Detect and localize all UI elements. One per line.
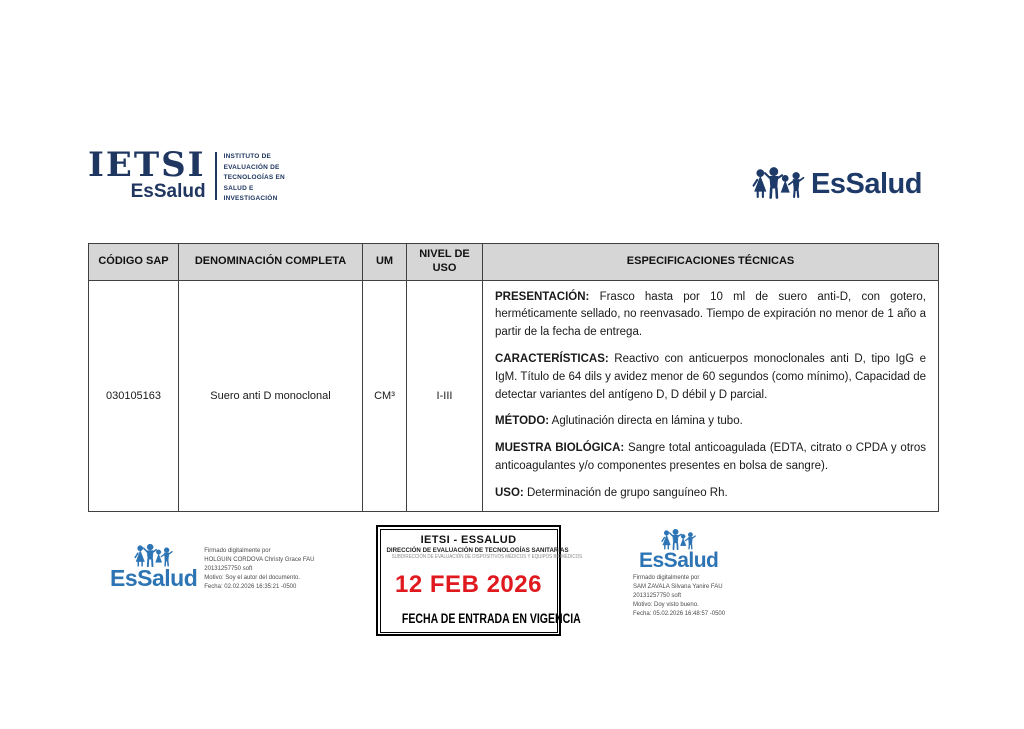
header-especificaciones-tecnicas: ESPECIFICACIONES TÉCNICAS [483,244,939,281]
essalud-family-icon [134,544,174,567]
ietsi-tagline-line: SALUD E [223,184,254,192]
header-nivel-de-uso: NIVEL DE USO [407,244,483,281]
spec-presentacion: PRESENTACIÓN: Frasco hasta por 10 ml de suero anti-D, con gotero, herméticamente sellado, no reenvasado. Tiempo de expiración no menor de 1 año a partir de la fecha de entrega. [495,290,926,339]
digital-signature-right [633,529,725,619]
signature-text [633,574,725,619]
signature-line: SAM ZAVALA Silvana Yanire FAU [633,584,723,590]
cell-especificaciones [483,280,939,511]
ietsi-tagline-line: INSTITUTO DE [223,153,271,160]
spec-uso: USO: Determinación de grupo sanguíneo Rh. [495,486,728,499]
digital-signature-left [110,544,315,592]
ietsi-acronym: IETSI [88,145,206,185]
ietsi-tagline-line: EVALUACIÓN DE [223,163,280,171]
essalud-family-icon [752,167,806,199]
stamp-direccion: DIRECCIÓN DE EVALUACIÓN DE TECNOLOGÍAS SANITARIAS [385,546,569,554]
ietsi-brand: EsSalud [130,181,206,203]
stamp-date: 12 FEB 2026 [395,570,542,598]
signature-line: Fecha: 02.02.2026 16:35:21 -0500 [204,584,297,590]
stamp-subdireccion: SUBDIRECCIÓN DE EVALUACIÓN DE DISPOSITIVOS MÉDICOS Y EQUIPOS BIOMÉDICOS [391,553,582,560]
essalud-brand: EsSalud [110,565,198,591]
spec-metodo: MÉTODO: Aglutinación directa en lámina y tubo. [495,415,743,428]
signature-line: HOLGUIN CORDOVA Christy Grace FAU [204,557,315,563]
signature-line: Firmado digitalmente por [204,548,271,554]
signature-line: Motivo: Soy el autor del documento. [204,575,300,581]
signature-line: 20131257750 soft [204,566,253,572]
spec-caracteristicas: CARACTERÍSTICAS: Reactivo con anticuerpos monoclonales anti D, tipo IgG e IgM. Título de 64 dils y avidez menor de 60 segundos (como mínimo), Capacidad de detectar variantes del antígeno D, D débil y D parcial. [495,352,926,401]
essalud-family-icon [661,529,697,550]
ietsi-tagline-line: TECNOLOGÍAS EN [223,174,285,182]
signature-line: Motivo: Doy visto bueno. [633,602,699,608]
validity-stamp-inner [380,529,582,633]
cell-um: CM³ [363,280,407,511]
cell-codigo-sap: 030105163 [89,280,179,511]
signature-line: Firmado digitalmente por [633,575,700,581]
ietsi-logo-wordmark [88,145,206,203]
signature-text [204,547,314,592]
header-denominacion-completa: DENOMINACIÓN COMPLETA [179,244,363,281]
header-um: UM [363,244,407,281]
stamp-caption: FECHA DE ENTRADA EN VIGENCIA [401,610,581,626]
essalud-brand: EsSalud [639,549,719,572]
table-header-row [89,244,939,281]
essalud-logo-small [110,544,197,590]
cell-nivel-de-uso: I-III [407,280,483,511]
ietsi-logo [88,145,285,205]
ietsi-tagline-line: INVESTIGACIÓN [223,195,278,203]
table-row [89,280,939,511]
essalud-logo-small [639,529,718,571]
signature-line: 20131257750 soft [633,593,682,599]
essalud-logo [752,167,922,199]
stamp-org: IETSI - ESSALUD [420,533,517,546]
essalud-brand: EsSalud [811,168,922,200]
header-codigo-sap: CÓDIGO SAP [89,244,179,281]
ietsi-logo-divider [215,152,217,200]
ietsi-tagline [224,152,285,205]
cell-denominacion-completa: Suero anti D monoclonal [179,280,363,511]
spec-table [88,243,939,512]
signature-line: Fecha: 05.02.2026 16:48:57 -0500 [633,611,726,617]
validity-stamp [376,525,582,636]
spec-muestra-biologica: MUESTRA BIOLÓGICA: Sangre total anticoagulada (EDTA, citrato o CPDA y otros anticoagulantes y/o componentes presentes en bolsa de sangre). [495,442,927,472]
